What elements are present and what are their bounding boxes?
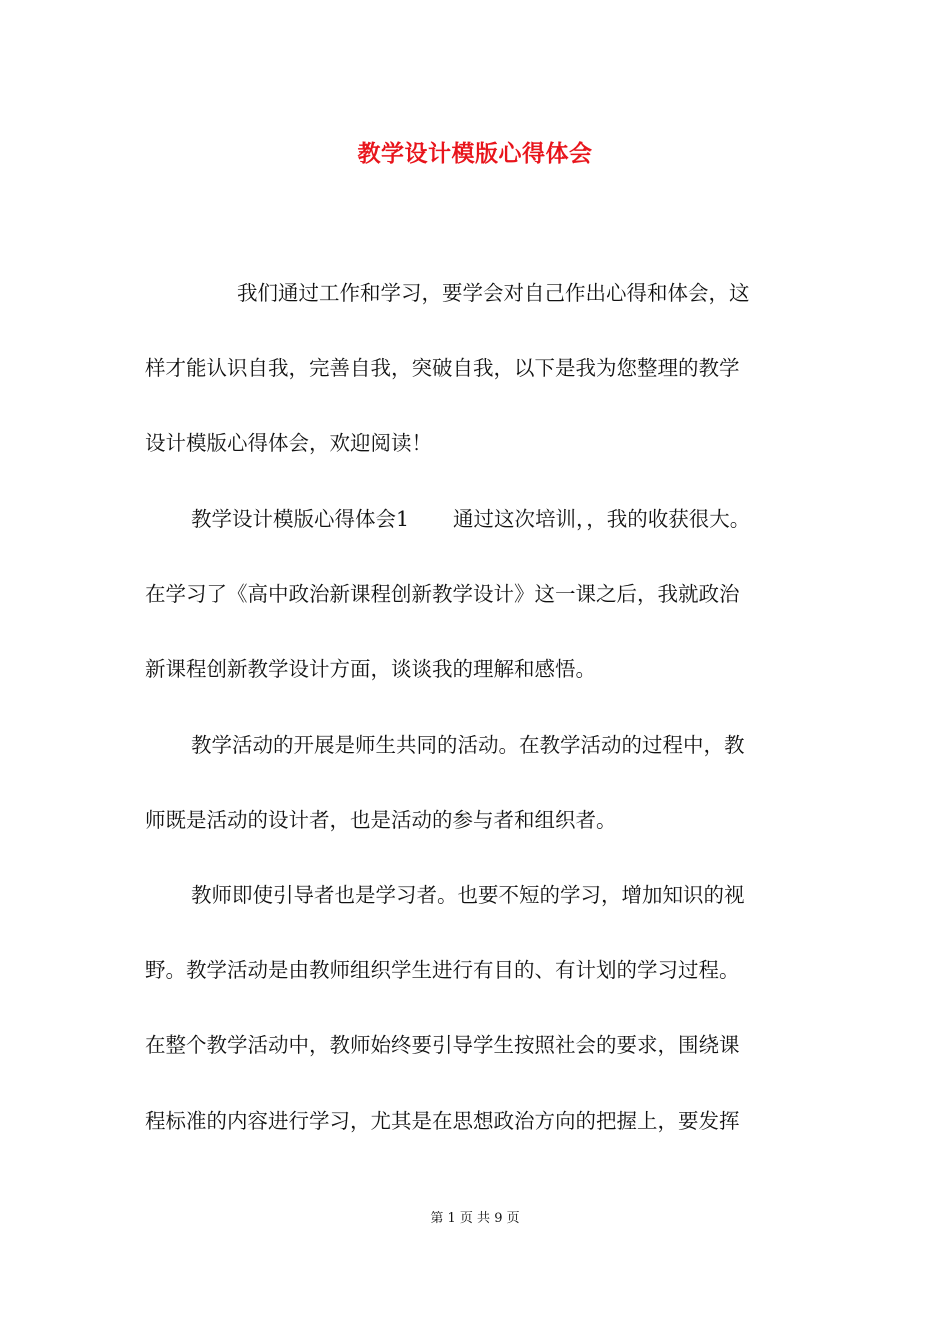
paragraph2-line-2: 师既是活动的设计者，也是活动的参与者和组织者。	[145, 808, 617, 832]
section-first-line-text: 通过这次培训，，我的收获很大。	[453, 507, 751, 531]
paragraph3-line-1: 教师即使引导者也是学习者。也要不短的学习，增加知识的视	[191, 883, 745, 907]
section-heading: 教学设计模版心得体会1	[191, 507, 410, 531]
intro-line-2: 样才能认识自我，完善自我，突破自我，以下是我为您整理的教学	[145, 356, 740, 380]
section-line-3: 新课程创新教学设计方面，谈谈我的理解和感悟。	[145, 657, 596, 681]
section-line-2: 在学习了《高中政治新课程创新教学设计》这一课之后，我就政治	[145, 582, 740, 606]
page-number-footer: 第 1 页 共 9 页	[430, 1211, 520, 1226]
paragraph3-line-3: 在整个教学活动中，教师始终要引导学生按照社会的要求，围绕课	[145, 1033, 740, 1057]
paragraph2-line-1: 教学活动的开展是师生共同的活动。在教学活动的过程中，教	[191, 733, 745, 757]
intro-line-3: 设计模版心得体会，欢迎阅读！	[145, 431, 432, 455]
intro-line-1: 我们通过工作和学习，要学会对自己作出心得和体会，这	[237, 281, 750, 305]
document-title: 教学设计模版心得体会	[357, 140, 593, 167]
paragraph3-line-2: 野。教学活动是由教师组织学生进行有目的、有计划的学习过程。	[145, 958, 740, 982]
section-first-line	[191, 504, 750, 534]
paragraph3-line-4: 程标准的内容进行学习，尤其是在思想政治方向的把握上，要发挥	[145, 1109, 740, 1133]
